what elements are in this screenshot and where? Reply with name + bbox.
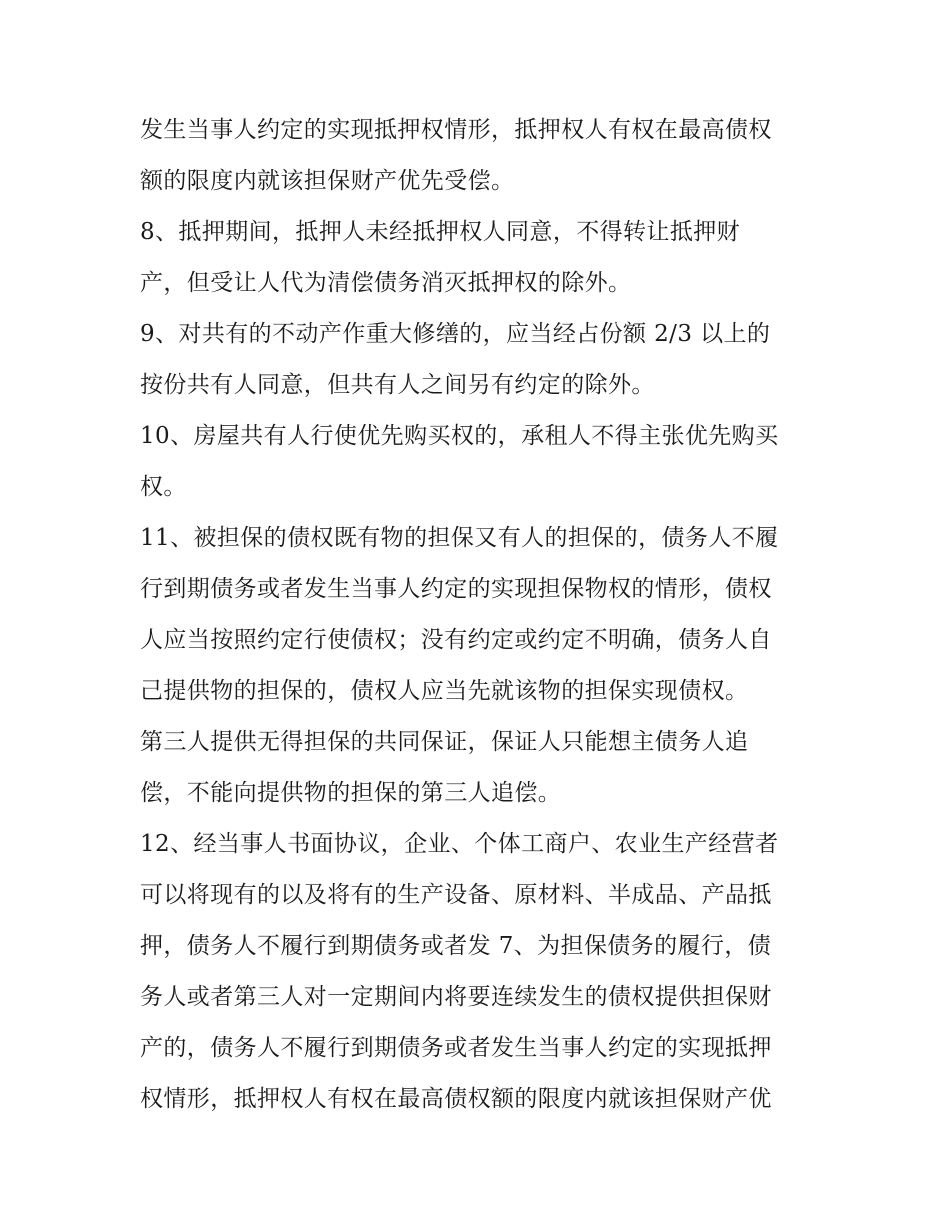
text-line-3: 8、抵押期间，抵押人未经抵押权人同意，不得转让抵押财 <box>140 219 741 245</box>
text-line-12: 己提供物的担保的，债权人应当先就该物的担保实现债权。 <box>140 678 749 704</box>
text-line-9: 11、被担保的债权既有物的担保又有人的担保的，债务人不履 <box>140 525 779 551</box>
text-line-4: 产，但受让人代为清偿债务消灭抵押权的除外。 <box>140 270 632 296</box>
text-line-6: 按份共有人同意，但共有人之间另有约定的除外。 <box>140 372 655 398</box>
text-line-19: 产的，债务人不履行到期债务或者发生当事人约定的实现抵押 <box>140 1035 772 1061</box>
text-line-16: 可以将现有的以及将有的生产设备、原材料、半成品、产品抵 <box>140 882 772 908</box>
text-line-17: 押，债务人不履行到期债务或者发 7、为担保债务的履行，债 <box>140 933 772 959</box>
text-line-20: 权情形，抵押权人有权在最高债权额的限度内就该担保财产优 <box>140 1086 772 1112</box>
text-line-10: 行到期债务或者发生当事人约定的实现担保物权的情形，债权 <box>140 576 772 602</box>
text-line-14: 偿，不能向提供物的担保的第三人追偿。 <box>140 780 562 806</box>
text-line-13: 第三人提供无得担保的共同保证，保证人只能想主债务人追 <box>140 729 749 755</box>
text-line-15: 12、经当事人书面协议，企业、个体工商户、农业生产经营者 <box>140 831 779 857</box>
text-line-2: 额的限度内就该担保财产优先受偿。 <box>140 168 515 194</box>
text-line-1: 发生当事人约定的实现抵押权情形，抵押权人有权在最高债权 <box>140 117 772 143</box>
document-body <box>140 105 820 1125</box>
text-line-11: 人应当按照约定行使债权；没有约定或约定不明确，债务人自 <box>140 627 772 653</box>
text-line-18: 务人或者第三人对一定期间内将要连续发生的债权提供担保财 <box>140 984 772 1010</box>
text-line-8: 权。 <box>140 474 187 500</box>
text-line-7: 10、房屋共有人行使优先购买权的，承租人不得主张优先购买 <box>140 423 779 449</box>
text-line-5: 9、对共有的不动产作重大修缮的，应当经占份额 2/3 以上的 <box>140 321 771 347</box>
